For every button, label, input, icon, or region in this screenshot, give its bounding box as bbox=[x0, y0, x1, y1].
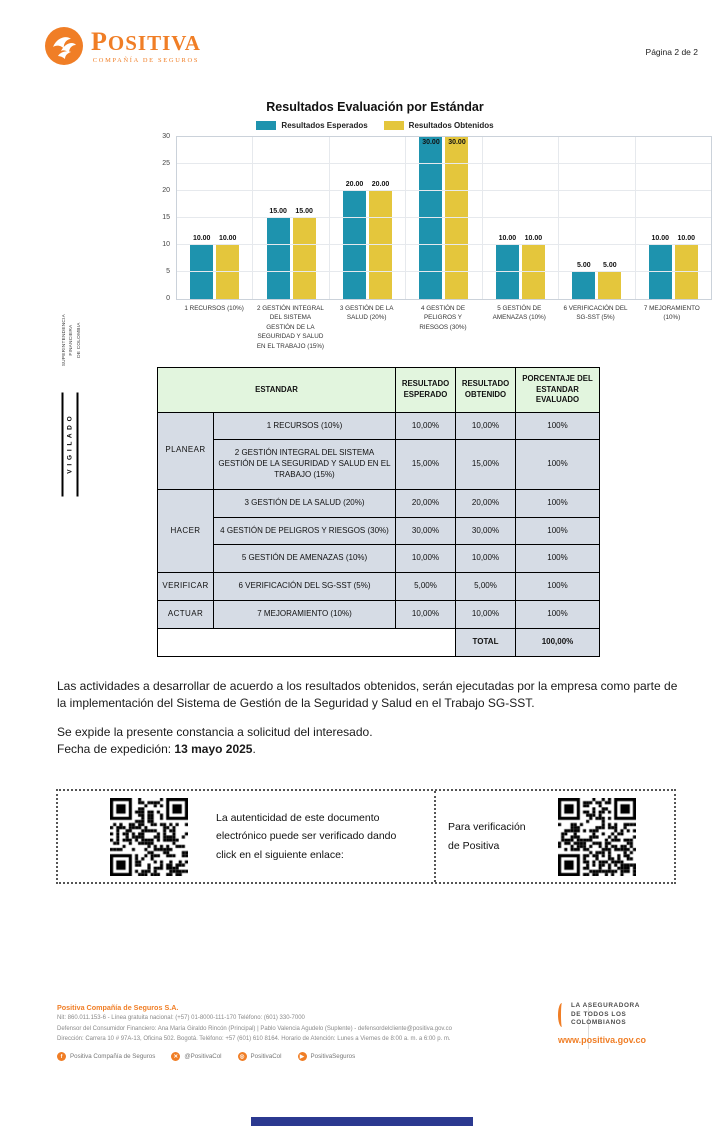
footer-left bbox=[57, 1003, 577, 1061]
legend-label: Resultados Esperados bbox=[281, 121, 368, 130]
bar-obtenidos bbox=[445, 137, 468, 299]
bar-value-label: 5.00 bbox=[577, 262, 591, 269]
col-header-estandar: ESTANDAR bbox=[158, 368, 396, 413]
esperado-cell: 10,00% bbox=[396, 600, 456, 628]
total-empty-cell bbox=[158, 628, 456, 656]
chart-bar-group bbox=[177, 137, 253, 299]
table-row bbox=[158, 545, 600, 573]
legend-item bbox=[384, 121, 494, 130]
y-tick-label: 15 bbox=[162, 214, 170, 221]
bar-value-label: 10.00 bbox=[651, 235, 669, 242]
chart-bars bbox=[177, 137, 711, 299]
bar-value-label: 10.00 bbox=[498, 235, 517, 242]
esperado-cell: 15,00% bbox=[396, 440, 456, 489]
slogan-mark-icon bbox=[558, 1003, 566, 1027]
table-row bbox=[158, 600, 600, 628]
obtenido-cell: 10,00% bbox=[456, 412, 516, 440]
bar-esperados bbox=[267, 208, 290, 299]
col-header-porcentaje: PORCENTAJE DEL ESTANDAR EVALUADO bbox=[516, 368, 600, 413]
social-facebook bbox=[57, 1052, 155, 1061]
y-tick-label: 10 bbox=[162, 241, 170, 248]
chart-category-label: 4 GESTIÓN DE PELIGROS Y RIESGOS (30%) bbox=[419, 305, 467, 331]
legend-swatch-icon bbox=[384, 121, 404, 130]
qr-code-left bbox=[110, 798, 188, 876]
estandar-cell: 7 MEJORAMIENTO (10%) bbox=[214, 600, 396, 628]
vigilado-watermark: V I G I L A D O bbox=[62, 393, 79, 497]
paragraph-fecha bbox=[57, 741, 679, 758]
dotted-divider bbox=[434, 791, 436, 882]
estandar-cell: 6 VERIFICACIÓN DEL SG-SST (5%) bbox=[214, 573, 396, 601]
facebook-icon: f bbox=[57, 1052, 66, 1061]
bar-value-label: 15.00 bbox=[269, 208, 287, 215]
bar-value-label: 15.00 bbox=[295, 208, 313, 215]
table-row bbox=[158, 573, 600, 601]
obtenido-cell: 10,00% bbox=[456, 545, 516, 573]
esperado-cell: 10,00% bbox=[396, 412, 456, 440]
table-row bbox=[158, 517, 600, 545]
footer-defensor-line: Defensor del Consumidor Financiero: Ana María Giraldo Rincón (Principal) | Pablo Valencia Agudelo (Suplente) - defensordelcliente@positiva.gov.co bbox=[57, 1025, 452, 1032]
chart-category-label: 5 GESTIÓN DE AMENAZAS (10%) bbox=[492, 305, 546, 322]
esperado-cell: 20,00% bbox=[396, 489, 456, 517]
col-header-esperado: RESULTADO ESPERADO bbox=[396, 368, 456, 413]
social-label: PositivaSeguros bbox=[310, 1053, 356, 1061]
superintendencia-watermark bbox=[61, 302, 83, 378]
social-label: Positiva Compañía de Seguros bbox=[70, 1053, 156, 1061]
footer-company: Positiva Compañía de Seguros S.A. bbox=[57, 1003, 179, 1012]
porcentaje-cell: 100% bbox=[516, 573, 600, 601]
page-number: Página 2 de 2 bbox=[645, 47, 698, 57]
bar-esperados bbox=[190, 235, 213, 299]
youtube-icon: ▶ bbox=[298, 1052, 307, 1061]
verification-statement: La autenticidad de este documento electrónico puede ser verificado dando click en el siguiente enlace: bbox=[216, 811, 397, 861]
paragraph-activities: Las actividades a desarrollar de acuerdo a los resultados obtenidos, serán ejecutadas por la empresa como parte de la implementación del Sistema de Gestión de la Seguridad y Salud en el Trabajo SG-SST. bbox=[57, 679, 678, 711]
bar-obtenidos bbox=[216, 235, 239, 299]
total-value-cell: 100,00% bbox=[516, 628, 600, 656]
grid-line bbox=[177, 163, 711, 164]
slogan-line: COLOMBIANOS bbox=[571, 1019, 627, 1027]
y-tick-label: 5 bbox=[166, 268, 170, 275]
slogan-lines bbox=[571, 1002, 640, 1028]
social-label: @PositivaCol bbox=[184, 1053, 222, 1061]
bottom-blue-bar bbox=[251, 1117, 473, 1126]
verification-side-note: Para verificación de Positiva bbox=[448, 821, 526, 852]
obtenido-cell: 5,00% bbox=[456, 573, 516, 601]
expedition-date-label: Fecha de expedición: bbox=[57, 742, 175, 757]
porcentaje-cell: 100% bbox=[516, 545, 600, 573]
instagram-icon: ◎ bbox=[238, 1052, 247, 1061]
chart-category-label: 6 VERIFICACIÓN DEL SG-SST (5%) bbox=[563, 305, 628, 322]
chart-category-label: 3 GESTIÓN DE LA SALUD (20%) bbox=[339, 305, 394, 322]
estandar-cell: 4 GESTIÓN DE PELIGROS Y RIESGOS (30%) bbox=[214, 517, 396, 545]
grid-line bbox=[177, 244, 711, 245]
chart-category-label: 2 GESTIÓN INTEGRAL DEL SISTEMA GESTIÓN DE LA SEGURIDAD Y SALUD EN EL TRABAJO (15%) bbox=[256, 305, 325, 350]
grid-line bbox=[177, 217, 711, 218]
phase-cell: ACTUAR bbox=[158, 600, 214, 628]
phase-cell: HACER bbox=[158, 489, 214, 572]
legend-item bbox=[256, 121, 367, 130]
obtenido-cell: 20,00% bbox=[456, 489, 516, 517]
results-chart bbox=[150, 100, 712, 351]
porcentaje-cell: 100% bbox=[516, 517, 600, 545]
chart-title: Resultados Evaluación por Estándar bbox=[266, 100, 484, 114]
bar-value-label: 5.00 bbox=[603, 262, 617, 269]
chart-plot bbox=[176, 136, 712, 300]
bar-value-label: 10.00 bbox=[524, 235, 543, 242]
phase-cell: PLANEAR bbox=[158, 412, 214, 489]
bar-obtenidos bbox=[675, 235, 698, 299]
table-header-row bbox=[158, 368, 600, 413]
legend-swatch-icon bbox=[256, 121, 276, 130]
footer-right bbox=[558, 1002, 680, 1045]
grid-line bbox=[177, 271, 711, 272]
website-link[interactable]: www.positiva.gov.co bbox=[558, 1034, 647, 1045]
porcentaje-cell: 100% bbox=[516, 489, 600, 517]
social-label: PositivaCol bbox=[250, 1053, 282, 1061]
bar-value-label: 30.00 bbox=[422, 139, 440, 146]
esperado-cell: 5,00% bbox=[396, 573, 456, 601]
porcentaje-cell: 100% bbox=[516, 440, 600, 489]
bar-value-label: 20.00 bbox=[371, 181, 390, 188]
obtenido-cell: 15,00% bbox=[456, 440, 516, 489]
bar-obtenidos bbox=[293, 208, 316, 299]
bar-value-label: 30.00 bbox=[448, 139, 466, 146]
x-icon: ✕ bbox=[171, 1052, 180, 1061]
superintendencia-line1: SUPERINTENDENCIA FINANCIERA bbox=[61, 314, 75, 367]
social-x bbox=[171, 1052, 221, 1061]
chart-x-labels bbox=[176, 304, 710, 351]
qr-code-right bbox=[558, 798, 636, 876]
obtenido-cell: 30,00% bbox=[456, 517, 516, 545]
chart-category-label: 1 RECURSOS (10%) bbox=[184, 305, 244, 312]
legend-label: Resultados Obtenidos bbox=[408, 121, 494, 130]
bar-obtenidos bbox=[369, 181, 392, 299]
logo-subtitle: COMPAÑÍA DE SEGUROS bbox=[92, 56, 200, 64]
footer-social bbox=[57, 1052, 577, 1061]
table-row bbox=[158, 440, 600, 489]
social-instagram bbox=[238, 1052, 282, 1061]
chart-bar-group bbox=[559, 137, 635, 299]
expedition-date: 13 mayo 2025 bbox=[174, 742, 253, 757]
footer-nit-line: Nit: 860.011.153-6 - Línea gratuita nacional: (+57) 01-8000-111-170 Teléfono: (601) 330-7000 bbox=[57, 1015, 305, 1021]
results-table-body bbox=[158, 412, 600, 656]
results-table bbox=[157, 367, 600, 657]
estandar-cell: 5 GESTIÓN DE AMENAZAS (10%) bbox=[214, 545, 396, 573]
expedition-period: . bbox=[252, 742, 256, 757]
bar-esperados bbox=[343, 181, 366, 299]
bar-value-label: 10.00 bbox=[677, 235, 695, 242]
porcentaje-cell: 100% bbox=[516, 600, 600, 628]
superintendencia-line2: DE COLOMBIA bbox=[76, 322, 82, 358]
total-label-cell: TOTAL bbox=[456, 628, 516, 656]
doves-icon bbox=[44, 26, 84, 66]
bar-esperados bbox=[649, 235, 672, 299]
bar-esperados bbox=[572, 262, 595, 299]
obtenido-cell: 10,00% bbox=[456, 600, 516, 628]
y-tick-label: 20 bbox=[162, 187, 170, 194]
bar-value-label: 20.00 bbox=[345, 181, 364, 188]
bar-obtenidos bbox=[598, 262, 621, 299]
chart-bar-group bbox=[253, 137, 329, 299]
chart-bar-group bbox=[483, 137, 559, 299]
y-tick-label: 30 bbox=[162, 133, 170, 140]
paragraph-constancia: Se expide la presente constancia a solicitud del interesado. bbox=[57, 725, 373, 740]
logo-wordmark: POSITIVA bbox=[91, 26, 201, 56]
chart-category-label: 7 MEJORAMIENTO (10%) bbox=[643, 305, 700, 322]
estandar-cell: 3 GESTIÓN DE LA SALUD (20%) bbox=[214, 489, 396, 517]
verification-box bbox=[56, 789, 676, 884]
estandar-cell: 1 RECURSOS (10%) bbox=[214, 412, 396, 440]
phase-cell: VERIFICAR bbox=[158, 573, 214, 601]
estandar-cell: 2 GESTIÓN INTEGRAL DEL SISTEMA GESTIÓN DE LA SEGURIDAD Y SALUD EN EL TRABAJO (15%) bbox=[214, 440, 396, 489]
table-row bbox=[158, 489, 600, 517]
footer-direccion-line: Dirección: Carrera 10 # 97A-13, Oficina 502. Bogotá. Teléfono: +57 (601) 610 8164. Horario de Atención: Lunes a Viernes de 8:00 a. m. a 6:00 p. m. bbox=[57, 1036, 451, 1043]
chart-y-axis bbox=[150, 133, 170, 302]
chart-bar-group bbox=[636, 137, 711, 299]
positiva-logo bbox=[44, 26, 201, 66]
porcentaje-cell: 100% bbox=[516, 412, 600, 440]
bar-value-label: 10.00 bbox=[192, 235, 211, 242]
y-tick-label: 25 bbox=[162, 160, 170, 167]
y-tick-label: 0 bbox=[166, 295, 170, 302]
chart-legend bbox=[150, 121, 600, 130]
esperado-cell: 30,00% bbox=[396, 517, 456, 545]
esperado-cell: 10,00% bbox=[396, 545, 456, 573]
bar-obtenidos bbox=[522, 235, 545, 299]
col-header-obtenido: RESULTADO OBTENIDO bbox=[456, 368, 516, 413]
chart-bar-group bbox=[330, 137, 406, 299]
social-youtube bbox=[298, 1052, 356, 1061]
bar-value-label: 10.00 bbox=[218, 235, 237, 242]
bar-esperados bbox=[419, 137, 442, 299]
table-row bbox=[158, 412, 600, 440]
bar-esperados bbox=[496, 235, 519, 299]
slogan-line: DE TODOS LOS bbox=[571, 1010, 627, 1018]
chart-bar-group bbox=[406, 137, 482, 299]
total-row bbox=[158, 628, 600, 656]
grid-line bbox=[177, 190, 711, 191]
slogan-line: LA ASEGURADORA bbox=[571, 1002, 640, 1009]
body-text bbox=[57, 678, 679, 758]
